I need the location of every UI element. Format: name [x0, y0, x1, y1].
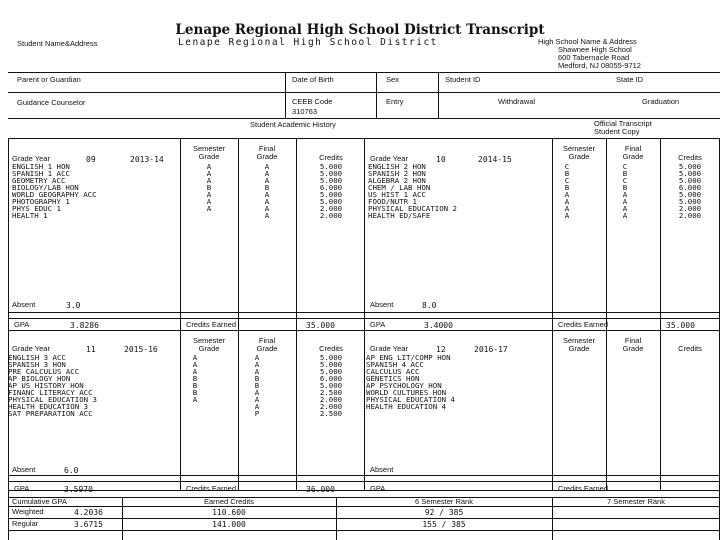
summary-gpa: 3.6715 [74, 520, 103, 529]
summary-row-label: Regular [12, 519, 39, 528]
credits-earned-label: Credits Earned [558, 320, 609, 329]
credits-row: 5.000 [319, 197, 343, 206]
course-list [8, 354, 97, 417]
course-row: CHEM / LAB HON [368, 183, 431, 192]
final-grade-row: A [622, 197, 628, 206]
final-grade-row: A [254, 353, 260, 362]
credits-row: 2.000 [319, 211, 343, 220]
semester-grade-row: A [206, 176, 212, 185]
grade-year-label: Grade Year [12, 154, 50, 163]
school-line-3: Medford, NJ 08055-9712 [558, 61, 641, 70]
final-grade-row: B [264, 183, 270, 192]
course-row: PHYSICAL EDUCATION 3 [8, 395, 97, 404]
credits-row: 5.000 [319, 176, 343, 185]
final-grade-row: A [254, 360, 260, 369]
rank6-label: 6 Semester Rank [415, 497, 473, 506]
semester-grade-row: B [564, 169, 570, 178]
semester-col-label: Semester [562, 336, 596, 345]
final-col-label: Final [624, 144, 642, 153]
ceeb-label: CEEB Code [292, 97, 333, 106]
school-line-1: Shawnee High School [558, 45, 632, 54]
gpa-label: GPA [14, 484, 30, 493]
semester-grade-row: A [192, 395, 198, 404]
semester-grade-row: A [206, 197, 212, 206]
graduation-label: Graduation [642, 97, 680, 106]
credits-row: 5.000 [678, 169, 702, 178]
credits-earned-label: Credits Earned [558, 484, 609, 493]
earned-credits-label: Earned Credits [203, 497, 255, 506]
credits-col-label: Credits [678, 153, 702, 162]
gpa-label: GPA [370, 484, 386, 493]
semester-grade-row: A [192, 367, 198, 376]
school-year: 2013-14 [130, 155, 164, 164]
rank7-label: 7 Semester Rank [607, 497, 665, 506]
semester-grade-row: C [564, 162, 570, 171]
credits-earned-value: 35.000 [666, 321, 695, 330]
final-col-label: Final [258, 144, 276, 153]
parent-label: Parent or Guardian [17, 75, 81, 84]
course-row: PHYSICAL EDUCATION 4 [366, 395, 455, 404]
history-label: Student Academic History [250, 120, 336, 129]
semester-grade-row: A [564, 197, 570, 206]
final-grade-list [606, 163, 644, 219]
course-row: HEALTH EDUCATION 4 [366, 402, 447, 411]
credits-col-label: Credits [678, 344, 702, 353]
final-grade-row: A [264, 162, 270, 171]
course-row: SPANISH 4 ACC [366, 360, 424, 369]
course-row: ALGEBRA 2 HON [368, 176, 426, 185]
course-row: WORLD CULTURES HON [366, 388, 447, 397]
student-id-label: Student ID [445, 75, 481, 84]
course-row: HEALTH ED/SAFE [368, 211, 431, 220]
ceeb-value: 310763 [292, 107, 318, 116]
semester-grade-list [180, 354, 210, 417]
final-grade-row: A [264, 169, 270, 178]
final-grade-row: A [264, 204, 270, 213]
course-list [12, 163, 97, 219]
dob-label: Date of Birth [292, 75, 334, 84]
course-row: PHOTOGRAPHY 1 [12, 197, 70, 206]
grade-year-label: Grade Year [370, 344, 408, 353]
course-row: SPANISH 3 HON [8, 360, 66, 369]
grade-number: 12 [436, 345, 446, 354]
course-row: AP ENG LIT/COMP HON [366, 353, 451, 362]
semester-grade-row: A [192, 353, 198, 362]
school-year: 2016-17 [474, 345, 508, 354]
entry-label: Entry [386, 97, 404, 106]
final-grade-row: A [622, 211, 628, 220]
summary-rank6: 155 / 385 [422, 520, 466, 529]
credits-row: 5.000 [319, 381, 343, 390]
semester-grade-row: A [564, 211, 570, 220]
summary-earned: 110.600 [212, 508, 246, 517]
absent-label: Absent [370, 465, 394, 474]
absent-value: 6.0 [64, 466, 79, 475]
semester-grade-list [180, 163, 238, 219]
credits-row: 5.000 [319, 169, 343, 178]
final-grade-list [238, 163, 296, 219]
grade-year-label: Grade Year [12, 344, 50, 353]
credits-row: 6.000 [678, 183, 702, 192]
credits-list [306, 163, 356, 219]
final-grade-row: A [264, 190, 270, 199]
sex-label: Sex [386, 75, 399, 84]
final-grade-row: A [254, 367, 260, 376]
student-name-label: Student Name&Address [17, 39, 98, 48]
state-id-label: State ID [616, 75, 644, 84]
credits-row: 5.000 [678, 162, 702, 171]
final-grade-row: P [254, 409, 260, 418]
final-grade-row: B [254, 381, 260, 390]
semester-grade-row: A [206, 162, 212, 171]
credits-row: 2.000 [319, 395, 343, 404]
credits-earned-label: Credits Earned [186, 320, 237, 329]
counselor-label: Guidance Counselor [17, 98, 86, 107]
gpa-value: 3.8286 [70, 321, 99, 330]
course-list [368, 163, 457, 219]
student-name-value: Lenape Regional High School District [178, 37, 438, 48]
semester-grade-row: A [564, 190, 570, 199]
summary-rank6: 92 / 385 [424, 508, 464, 517]
semester-grade-row: A [564, 204, 570, 213]
cumulative-gpa-label: Cumulative GPA [12, 497, 67, 506]
semester-grade-row: A [206, 190, 212, 199]
credits-row: 6.000 [319, 183, 343, 192]
course-row: FINANC LITERACY ACC [8, 388, 93, 397]
final-grade-row: A [622, 204, 628, 213]
credits-row: 5.000 [678, 197, 702, 206]
final-grade-list [238, 354, 276, 417]
document-title: Lenape Regional High School District Transcript [175, 22, 545, 38]
credits-row: 2.500 [319, 388, 343, 397]
final-col-label: Final [258, 336, 276, 345]
semester-grade-row: C [564, 176, 570, 185]
grade-year-label: Grade Year [370, 154, 408, 163]
course-row: AP US HISTORY HON [8, 381, 84, 390]
copy-label: Student Copy [594, 127, 640, 136]
credits-row: 2.000 [319, 402, 343, 411]
course-row: HEALTH EDUCATION 3 [8, 402, 89, 411]
credits-row: 5.000 [319, 353, 343, 362]
credits-list [664, 163, 716, 219]
semester-grade-row [180, 212, 238, 219]
final-grade-row: C [622, 162, 628, 171]
semester-grade-row: A [206, 204, 212, 213]
final-grade-row: B [622, 183, 628, 192]
absent-label: Absent [12, 300, 36, 309]
school-year: 2015-16 [124, 345, 158, 354]
credits-row: 2.000 [319, 204, 343, 213]
gpa-label: GPA [370, 320, 386, 329]
official-label: Official Transcript [594, 119, 652, 128]
course-row: PHYSICAL EDUCATION 2 [368, 204, 457, 213]
semester-col-label-2: Grade [198, 344, 220, 353]
semester-grade-row: B [192, 381, 198, 390]
credits-row: 5.000 [319, 162, 343, 171]
course-row: FOOD/NUTR 1 [368, 197, 417, 206]
credits-col-label: Credits [319, 344, 343, 353]
final-grade-row: A [622, 190, 628, 199]
semester-grade-row: B [192, 388, 198, 397]
semester-col-label: Semester [192, 144, 226, 153]
course-row: PHYS EDUC 1 [12, 204, 61, 213]
semester-col-label-2: Grade [198, 152, 220, 161]
grade-number: 11 [86, 345, 96, 354]
course-row: SPANISH 1 ACC [12, 169, 70, 178]
credits-row: 2.000 [678, 204, 702, 213]
summary-earned: 141.000 [212, 520, 246, 529]
course-row: ENGLISH 3 ACC [8, 353, 66, 362]
final-col-label-2: Grade [256, 152, 278, 161]
summary-gpa: 4.2036 [74, 508, 103, 517]
course-row: BIOLOGY/LAB HON [12, 183, 79, 192]
semester-grade-row: A [192, 360, 198, 369]
semester-col-label: Semester [192, 336, 226, 345]
final-grade-row: A [254, 395, 260, 404]
credits-row: 2.500 [319, 409, 343, 418]
credits-list [306, 354, 356, 417]
course-row: SPANISH 2 HON [368, 169, 426, 178]
withdrawal-label: Withdrawal [498, 97, 536, 106]
credits-row: 5.000 [319, 367, 343, 376]
credits-row: 5.000 [319, 190, 343, 199]
final-col-label-2: Grade [622, 344, 644, 353]
credits-earned-label: Credits Earned [186, 484, 237, 493]
semester-grade-row [180, 403, 210, 410]
absent-value: 8.0 [422, 301, 437, 310]
course-row: SAT PREPARATION ACC [8, 409, 93, 418]
credits-row: 6.000 [319, 374, 343, 383]
final-grade-row: A [254, 388, 260, 397]
semester-col-label-2: Grade [568, 344, 590, 353]
semester-grade-list [552, 163, 582, 219]
course-row: WORLD GEOGRAPHY ACC [12, 190, 97, 199]
course-row: PRE CALCULUS ACC [8, 367, 80, 376]
final-col-label-2: Grade [622, 152, 644, 161]
credits-earned-value: 35.000 [306, 321, 335, 330]
course-row: ENGLISH 2 HON [368, 162, 426, 171]
course-row: AP BIOLOGY HON [8, 374, 71, 383]
summary-row-label: Weighted [12, 507, 44, 516]
school-year: 2014-15 [478, 155, 512, 164]
course-list [366, 354, 455, 410]
semester-grade-row: A [206, 169, 212, 178]
course-row: GENETICS HON [366, 374, 420, 383]
course-row: ENGLISH 1 HON [12, 162, 70, 171]
grade-number: 09 [86, 155, 96, 164]
semester-col-label: Semester [562, 144, 596, 153]
credits-row: 5.000 [678, 190, 702, 199]
gpa-label: GPA [14, 320, 30, 329]
final-grade-row: B [622, 169, 628, 178]
course-row: HEALTH 1 [12, 211, 48, 220]
final-grade-row: B [254, 374, 260, 383]
school-line-2: 600 Tabernacle Road [558, 53, 630, 62]
final-grade-row: A [264, 197, 270, 206]
semester-grade-row [180, 410, 210, 417]
final-grade-row: A [254, 402, 260, 411]
semester-col-label-2: Grade [568, 152, 590, 161]
credits-row: 5.000 [319, 360, 343, 369]
gpa-value: 3.4000 [424, 321, 453, 330]
final-grade-row: A [264, 211, 270, 220]
absent-value: 3.0 [66, 301, 81, 310]
course-row: US HIST 1 ACC [368, 190, 426, 199]
course-row: GEOMETRY ACC [12, 176, 66, 185]
credits-row: 5.000 [678, 176, 702, 185]
course-row: AP PSYCHOLOGY HON [366, 381, 442, 390]
course-row: CALCULUS ACC [366, 367, 420, 376]
grade-number: 10 [436, 155, 446, 164]
final-col-label-2: Grade [256, 344, 278, 353]
semester-grade-row: B [192, 374, 198, 383]
school-name-label: High School Name & Address [538, 37, 637, 46]
final-grade-row: A [264, 176, 270, 185]
gpa-value: 3.5970 [64, 485, 93, 494]
credits-row: 2.000 [678, 211, 702, 220]
final-grade-row: C [622, 176, 628, 185]
credits-earned-value: 36.000 [306, 485, 335, 494]
absent-label: Absent [370, 300, 394, 309]
final-col-label: Final [624, 336, 642, 345]
absent-label: Absent [12, 465, 36, 474]
semester-grade-row: B [206, 183, 212, 192]
semester-grade-row: B [564, 183, 570, 192]
credits-col-label: Credits [319, 153, 343, 162]
